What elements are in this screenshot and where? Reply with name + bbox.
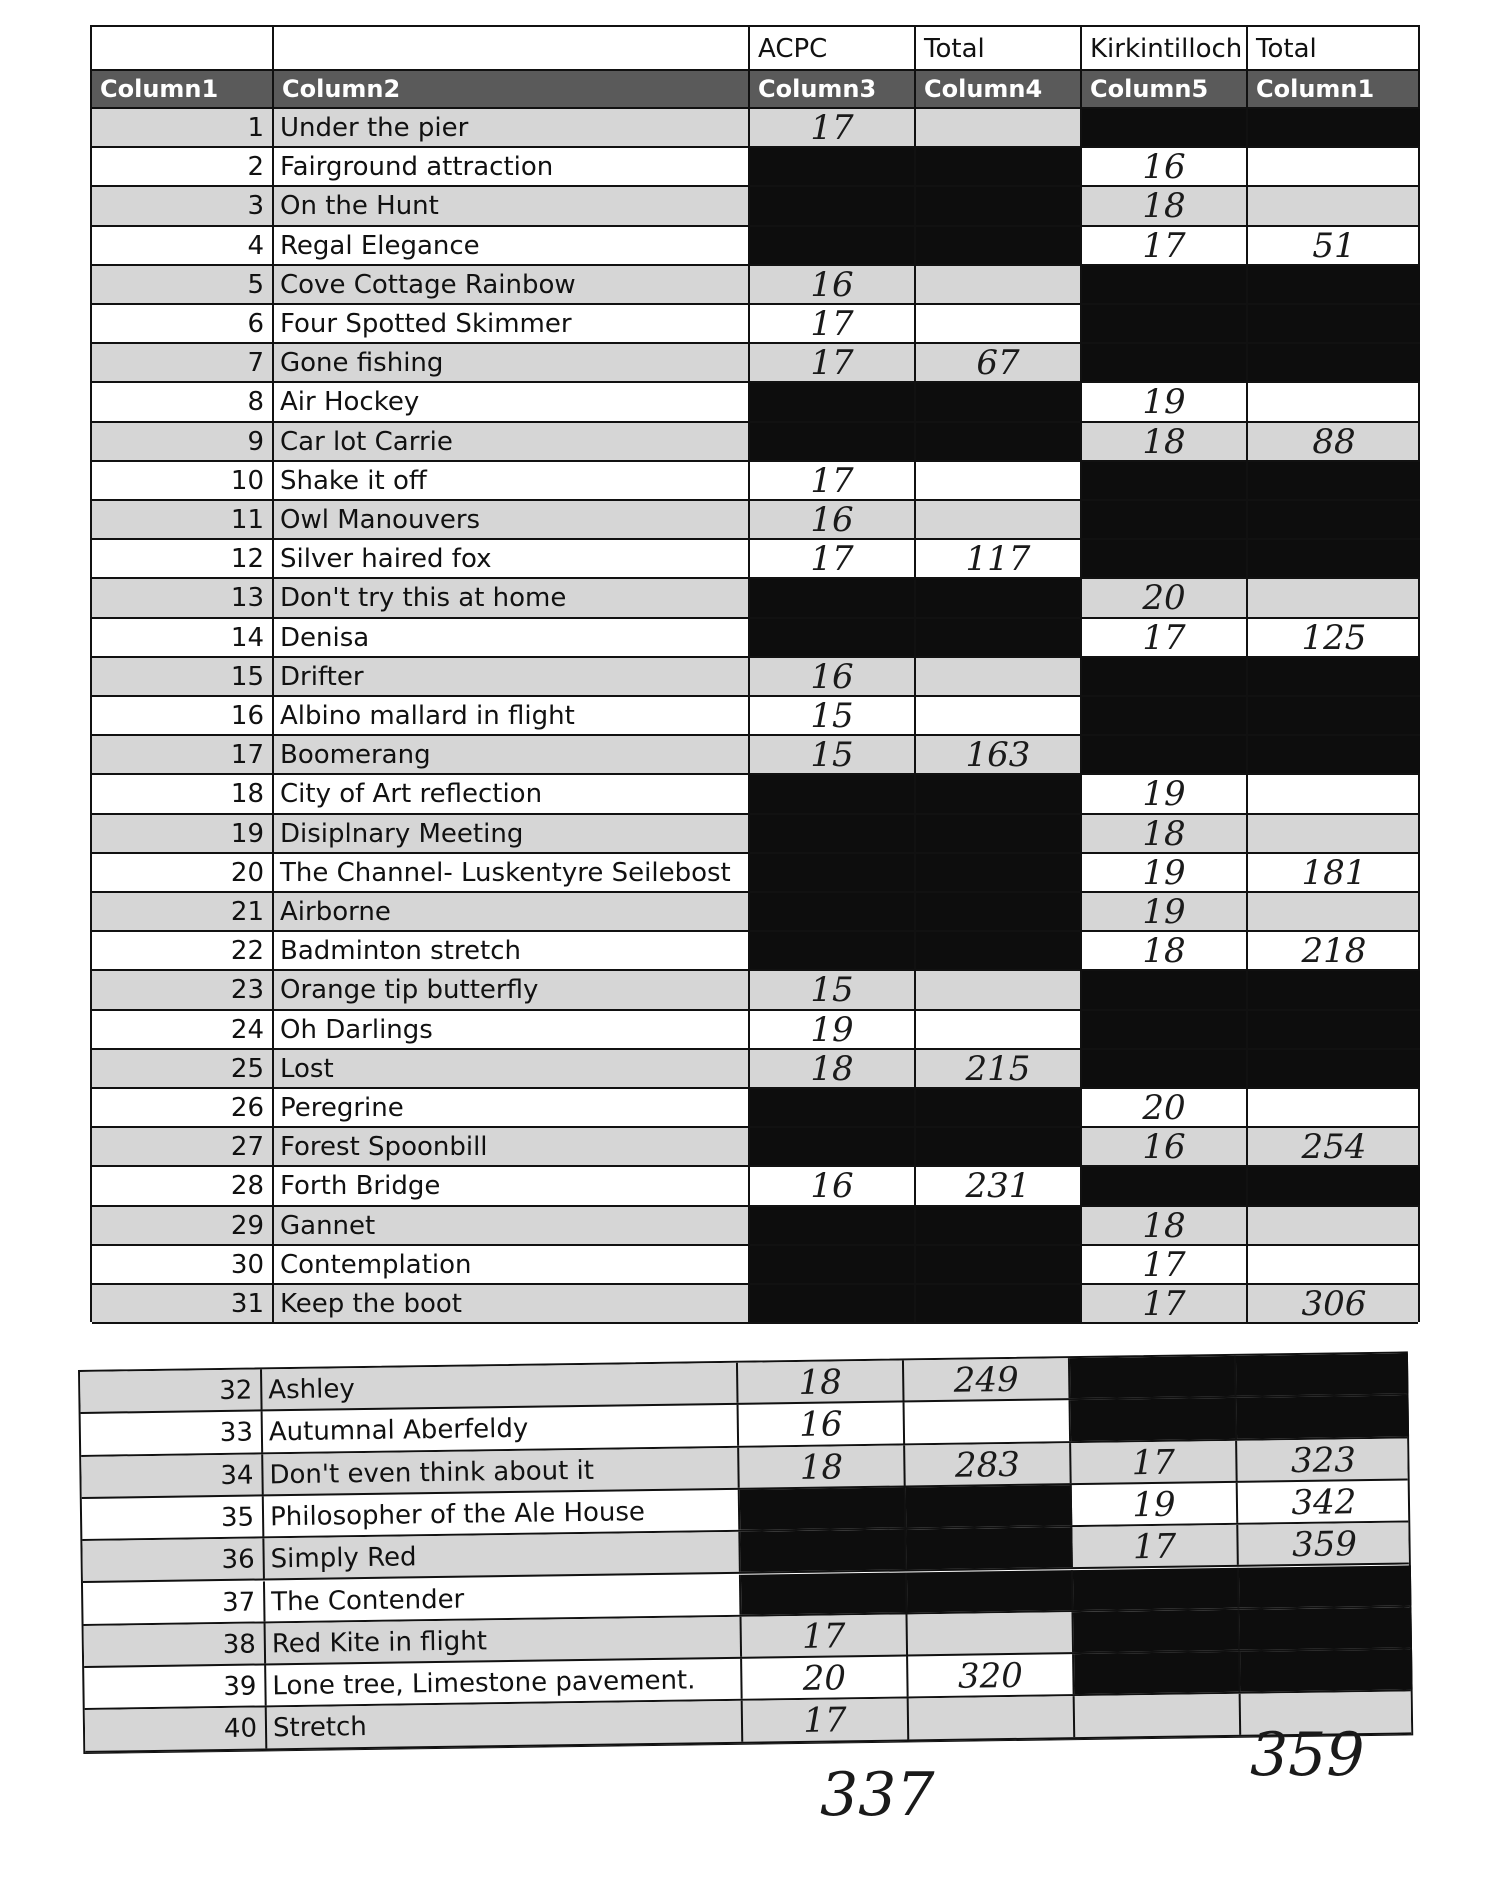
row-number: 10 <box>92 462 274 499</box>
scores-table-main <box>90 25 1420 1322</box>
acpc-running-total <box>916 697 1082 734</box>
kirkintilloch-score <box>1082 971 1248 1008</box>
table-row <box>92 109 1418 148</box>
table-row <box>92 227 1418 266</box>
photo-title: Orange tip butterfly <box>274 971 750 1008</box>
kirkintilloch-score: 19 <box>1072 1483 1239 1526</box>
row-number: 38 <box>84 1623 267 1666</box>
group-header-row <box>92 27 1418 71</box>
kirkintilloch-running-total <box>1248 540 1420 577</box>
kirkintilloch-running-total <box>1248 148 1420 185</box>
kirkintilloch-score: 19 <box>1082 383 1248 420</box>
row-number: 29 <box>92 1207 274 1244</box>
acpc-score <box>750 187 916 224</box>
photo-title: Keep the boot <box>274 1285 750 1322</box>
row-number: 15 <box>92 658 274 695</box>
kirkintilloch-score <box>1071 1398 1238 1441</box>
acpc-running-total <box>916 971 1082 1008</box>
row-number: 5 <box>92 266 274 303</box>
acpc-score: 15 <box>750 697 916 734</box>
header-blank-2 <box>274 27 750 69</box>
kirkintilloch-score <box>1073 1610 1240 1653</box>
acpc-score <box>750 1089 916 1126</box>
acpc-score <box>750 854 916 891</box>
photo-title: Boomerang <box>274 736 750 773</box>
kirkintilloch-score <box>1082 1011 1248 1048</box>
table-row <box>92 697 1418 736</box>
table-row <box>92 1050 1418 1089</box>
table-row <box>92 462 1418 501</box>
acpc-score <box>750 893 916 930</box>
photo-title: Owl Manouvers <box>274 501 750 538</box>
kirkintilloch-running-total: 306 <box>1301 1285 1367 1323</box>
acpc-score <box>750 932 916 969</box>
acpc-running-total <box>916 932 1082 969</box>
kirkintilloch-running-total <box>1248 109 1420 146</box>
row-number: 6 <box>92 305 274 342</box>
kirkintilloch-score: 17 <box>1072 1525 1239 1568</box>
table-row <box>92 383 1418 422</box>
kirkintilloch-score <box>1082 305 1248 342</box>
kirkintilloch-running-total: 342 <box>1291 1482 1357 1523</box>
kirkintilloch-running-total <box>1240 1649 1413 1692</box>
kirkintilloch-running-total <box>1248 1089 1420 1126</box>
kirkintilloch-running-total <box>1248 1167 1420 1204</box>
acpc-running-total <box>916 1207 1082 1244</box>
kirkintilloch-score <box>1082 1167 1248 1204</box>
photo-title: Stretch <box>267 1701 744 1748</box>
photo-title: Autumnal Aberfeldy <box>263 1405 740 1452</box>
kirkintilloch-score: 17 <box>1071 1440 1238 1483</box>
table-row <box>92 1089 1418 1128</box>
kirkintilloch-running-total <box>1248 1207 1420 1244</box>
acpc-running-total <box>916 187 1082 224</box>
kirkintilloch-running-total <box>1239 1607 1412 1650</box>
acpc-score <box>750 383 916 420</box>
row-number: 39 <box>84 1665 267 1708</box>
kirkintilloch-running-total <box>1248 266 1420 303</box>
acpc-score: 16 <box>750 658 916 695</box>
acpc-score <box>750 775 916 812</box>
acpc-score: 18 <box>739 1445 906 1488</box>
row-number: 9 <box>92 423 274 460</box>
kirkintilloch-score: 18 <box>1082 815 1248 852</box>
photo-title: On the Hunt <box>274 187 750 224</box>
acpc-score: 17 <box>742 1614 909 1657</box>
acpc-grand-total: 337 <box>820 1760 935 1830</box>
kirkintilloch-running-total <box>1248 462 1420 499</box>
kirkintilloch-score <box>1075 1694 1242 1737</box>
kirkintilloch-score <box>1074 1652 1241 1695</box>
photo-title: Lost <box>274 1050 750 1087</box>
header-blank-1 <box>92 27 274 69</box>
photo-title: Shake it off <box>274 462 750 499</box>
photo-title: Albino mallard in flight <box>274 697 750 734</box>
table-row <box>92 1128 1418 1167</box>
acpc-running-total <box>916 266 1082 303</box>
row-number: 14 <box>92 619 274 656</box>
table-row <box>92 932 1418 971</box>
table-row <box>92 266 1418 305</box>
group-label-kirkintilloch-total: Total <box>1256 34 1317 64</box>
table-row <box>92 893 1418 932</box>
kirkintilloch-score: 19 <box>1082 893 1248 930</box>
kirkintilloch-running-total <box>1248 971 1420 1008</box>
scores-table-continued <box>78 1351 1413 1754</box>
kirkintilloch-running-total <box>1248 1011 1420 1048</box>
row-number: 3 <box>92 187 274 224</box>
table-row <box>92 775 1418 814</box>
acpc-score: 15 <box>750 971 916 1008</box>
table-row <box>92 1246 1418 1285</box>
acpc-running-total <box>916 383 1082 420</box>
photo-title: Ashley <box>262 1363 739 1410</box>
kirkintilloch-score: 17 <box>1082 227 1248 264</box>
kirkintilloch-score: 18 <box>1082 423 1248 460</box>
table-row <box>92 736 1418 775</box>
photo-title: Regal Elegance <box>274 227 750 264</box>
acpc-running-total <box>907 1612 1074 1655</box>
photo-title: Air Hockey <box>274 383 750 420</box>
group-label-kirkintilloch: Kirkintilloch <box>1082 27 1248 69</box>
acpc-running-total: 320 <box>908 1654 1075 1697</box>
table-row <box>92 815 1418 854</box>
kirkintilloch-score <box>1082 109 1248 146</box>
acpc-score <box>750 579 916 616</box>
acpc-score: 17 <box>750 305 916 342</box>
photo-title: Disiplnary Meeting <box>274 815 750 852</box>
kirkintilloch-running-total <box>1248 697 1420 734</box>
kirkintilloch-running-total: 218 <box>1301 932 1367 970</box>
acpc-score: 20 <box>742 1657 909 1700</box>
row-number: 12 <box>92 540 274 577</box>
photo-title: Car lot Carrie <box>274 423 750 460</box>
acpc-score: 17 <box>743 1699 910 1742</box>
table-row <box>92 1167 1418 1206</box>
row-number: 30 <box>92 1246 274 1283</box>
acpc-score: 18 <box>750 1050 916 1087</box>
acpc-score: 16 <box>750 1167 916 1204</box>
photo-title: Contemplation <box>274 1246 750 1283</box>
acpc-running-total <box>916 1011 1082 1048</box>
row-number: 7 <box>92 344 274 381</box>
kirkintilloch-running-total <box>1248 305 1420 342</box>
acpc-running-total <box>916 227 1082 264</box>
acpc-running-total <box>909 1697 1076 1740</box>
kirkintilloch-running-total: 51 <box>1312 226 1356 264</box>
row-number: 27 <box>92 1128 274 1165</box>
acpc-score <box>740 1530 907 1573</box>
column-header-4: Column4 <box>916 71 1082 107</box>
acpc-score <box>750 1246 916 1283</box>
acpc-running-total <box>916 1089 1082 1126</box>
acpc-running-total <box>916 854 1082 891</box>
row-number: 32 <box>80 1369 263 1412</box>
kirkintilloch-score: 20 <box>1082 1089 1248 1126</box>
acpc-running-total <box>916 815 1082 852</box>
kirkintilloch-running-total: 359 <box>1291 1524 1358 1566</box>
table-row <box>92 1207 1418 1246</box>
kirkintilloch-running-total <box>1248 1246 1420 1283</box>
photo-title: Don't try this at home <box>274 579 750 616</box>
row-number: 22 <box>92 932 274 969</box>
row-number: 24 <box>92 1011 274 1048</box>
acpc-score <box>741 1572 908 1615</box>
row-number: 18 <box>92 775 274 812</box>
kirkintilloch-running-total <box>1248 775 1420 812</box>
table-row <box>92 423 1418 462</box>
kirkintilloch-score: 17 <box>1082 619 1248 656</box>
kirkintilloch-running-total <box>1248 383 1420 420</box>
acpc-running-total <box>905 1400 1072 1443</box>
acpc-score <box>750 1128 916 1165</box>
kirkintilloch-running-total <box>1248 736 1420 773</box>
kirkintilloch-score: 16 <box>1082 148 1248 185</box>
row-number: 37 <box>83 1581 266 1624</box>
photo-title: Gone fishing <box>274 344 750 381</box>
kirkintilloch-score: 20 <box>1082 579 1248 616</box>
kirkintilloch-running-total: 254 <box>1301 1128 1367 1166</box>
kirkintilloch-score: 17 <box>1082 1246 1248 1283</box>
acpc-running-total <box>916 1285 1082 1322</box>
photo-title: Fairground attraction <box>274 148 750 185</box>
kirkintilloch-score: 18 <box>1082 932 1248 969</box>
kirkintilloch-score <box>1073 1567 1240 1610</box>
row-number: 40 <box>85 1708 268 1751</box>
kirkintilloch-running-total <box>1237 1396 1410 1439</box>
acpc-running-total <box>916 1246 1082 1283</box>
photo-title: Gannet <box>274 1207 750 1244</box>
acpc-score: 17 <box>750 462 916 499</box>
acpc-running-total <box>916 148 1082 185</box>
group-label-acpc: ACPC <box>750 27 916 69</box>
row-number: 11 <box>92 501 274 538</box>
kirkintilloch-score: 17 <box>1082 1285 1248 1322</box>
photo-title: Silver haired fox <box>274 540 750 577</box>
acpc-running-total: 231 <box>916 1167 1082 1204</box>
row-number: 8 <box>92 383 274 420</box>
photo-title: The Channel- Luskentyre Seilebost <box>274 854 750 891</box>
acpc-score <box>750 1285 916 1322</box>
table-row <box>92 579 1418 618</box>
acpc-score <box>750 619 916 656</box>
photo-title: Oh Darlings <box>274 1011 750 1048</box>
acpc-score: 18 <box>738 1360 905 1403</box>
row-number: 1 <box>92 109 274 146</box>
acpc-running-total <box>916 305 1082 342</box>
table-row <box>92 540 1418 579</box>
table-row <box>92 305 1418 344</box>
kirkintilloch-grand-total: 359 <box>1250 1720 1365 1790</box>
row-number: 20 <box>92 854 274 891</box>
kirkintilloch-running-total <box>1248 658 1420 695</box>
photo-title: Don't even think about it <box>263 1447 740 1494</box>
acpc-score: 17 <box>750 109 916 146</box>
group-label-acpc-total: Total <box>916 27 1082 69</box>
kirkintilloch-running-total: 181 <box>1301 853 1367 891</box>
acpc-running-total <box>916 462 1082 499</box>
table-row <box>92 148 1418 187</box>
column-header-5: Column5 <box>1082 71 1248 107</box>
acpc-running-total <box>906 1485 1073 1528</box>
kirkintilloch-score <box>1082 697 1248 734</box>
photo-title: City of Art reflection <box>274 775 750 812</box>
table-row <box>92 1285 1418 1324</box>
acpc-running-total <box>916 893 1082 930</box>
row-number: 35 <box>82 1496 265 1539</box>
acpc-running-total <box>907 1570 1074 1613</box>
acpc-running-total: 117 <box>916 540 1082 577</box>
table-row <box>92 658 1418 697</box>
acpc-running-total <box>916 619 1082 656</box>
kirkintilloch-running-total <box>1248 1050 1420 1087</box>
kirkintilloch-score: 19 <box>1082 854 1248 891</box>
row-number: 31 <box>92 1285 274 1322</box>
photo-title: Forest Spoonbill <box>274 1128 750 1165</box>
kirkintilloch-score: 16 <box>1082 1128 1248 1165</box>
kirkintilloch-score <box>1082 266 1248 303</box>
row-number: 34 <box>81 1454 264 1497</box>
acpc-score <box>750 423 916 460</box>
row-number: 33 <box>81 1412 264 1455</box>
acpc-running-total: 249 <box>904 1358 1071 1401</box>
acpc-running-total: 163 <box>916 736 1082 773</box>
acpc-score <box>750 148 916 185</box>
photo-title: Denisa <box>274 619 750 656</box>
kirkintilloch-running-total <box>1239 1565 1412 1608</box>
kirkintilloch-running-total <box>1248 344 1420 381</box>
row-number: 16 <box>92 697 274 734</box>
column-header-3: Column3 <box>750 71 916 107</box>
column-header-6: Column1 <box>1256 75 1375 103</box>
kirkintilloch-score <box>1082 658 1248 695</box>
acpc-score <box>750 1207 916 1244</box>
photo-title: Badminton stretch <box>274 932 750 969</box>
table-row <box>92 619 1418 658</box>
kirkintilloch-score: 18 <box>1082 187 1248 224</box>
acpc-score: 16 <box>750 501 916 538</box>
photo-title: Simply Red <box>264 1532 741 1579</box>
table-row <box>92 501 1418 540</box>
photo-title: Cove Cottage Rainbow <box>274 266 750 303</box>
kirkintilloch-running-total <box>1248 187 1420 224</box>
acpc-running-total: 215 <box>916 1050 1082 1087</box>
acpc-running-total <box>916 658 1082 695</box>
acpc-running-total <box>916 423 1082 460</box>
table-row <box>92 1011 1418 1050</box>
photo-title: Under the pier <box>274 109 750 146</box>
acpc-score: 17 <box>750 344 916 381</box>
row-number: 26 <box>92 1089 274 1126</box>
acpc-running-total: 67 <box>916 344 1082 381</box>
photo-title: Red Kite in flight <box>266 1617 743 1664</box>
photo-title: Airborne <box>274 893 750 930</box>
acpc-score: 17 <box>750 540 916 577</box>
acpc-running-total <box>916 579 1082 616</box>
column-header-row <box>92 71 1418 109</box>
kirkintilloch-score: 18 <box>1082 1207 1248 1244</box>
acpc-running-total <box>916 501 1082 538</box>
row-number: 13 <box>92 579 274 616</box>
row-number: 17 <box>92 736 274 773</box>
photo-title: Philosopher of the Ale House <box>264 1490 741 1537</box>
acpc-running-total: 283 <box>905 1443 1072 1486</box>
kirkintilloch-score <box>1082 736 1248 773</box>
acpc-score <box>750 227 916 264</box>
table-row <box>92 187 1418 226</box>
kirkintilloch-running-total <box>1248 815 1420 852</box>
acpc-score <box>740 1487 907 1530</box>
table-row <box>92 971 1418 1010</box>
kirkintilloch-running-total: 88 <box>1312 422 1356 460</box>
column-header-1: Column1 <box>92 71 274 107</box>
acpc-running-total <box>906 1527 1073 1570</box>
acpc-score <box>750 815 916 852</box>
kirkintilloch-running-total <box>1248 501 1420 538</box>
row-number: 19 <box>92 815 274 852</box>
acpc-running-total <box>916 109 1082 146</box>
column-header-2: Column2 <box>274 71 750 107</box>
acpc-score: 16 <box>739 1403 906 1446</box>
table-row <box>92 854 1418 893</box>
row-number: 36 <box>82 1539 265 1582</box>
photo-title: The Contender <box>265 1574 742 1621</box>
kirkintilloch-score <box>1070 1356 1237 1399</box>
kirkintilloch-running-total <box>1248 893 1420 930</box>
kirkintilloch-score <box>1082 540 1248 577</box>
row-number: 25 <box>92 1050 274 1087</box>
photo-title: Drifter <box>274 658 750 695</box>
kirkintilloch-running-total <box>1248 579 1420 616</box>
kirkintilloch-score <box>1082 1050 1248 1087</box>
kirkintilloch-running-total <box>1236 1353 1409 1396</box>
row-number: 4 <box>92 227 274 264</box>
acpc-score: 15 <box>750 736 916 773</box>
kirkintilloch-running-total: 125 <box>1301 618 1367 656</box>
row-number: 21 <box>92 893 274 930</box>
row-number: 28 <box>92 1167 274 1204</box>
photo-title: Four Spotted Skimmer <box>274 305 750 342</box>
acpc-running-total <box>916 1128 1082 1165</box>
kirkintilloch-score <box>1082 501 1248 538</box>
kirkintilloch-score <box>1082 462 1248 499</box>
kirkintilloch-score: 19 <box>1082 775 1248 812</box>
kirkintilloch-score <box>1082 344 1248 381</box>
acpc-score: 16 <box>750 266 916 303</box>
photo-title: Lone tree, Limestone pavement. <box>266 1659 743 1706</box>
acpc-running-total <box>916 775 1082 812</box>
kirkintilloch-running-total: 323 <box>1290 1439 1357 1481</box>
row-number: 23 <box>92 971 274 1008</box>
row-number: 2 <box>92 148 274 185</box>
table-row <box>92 344 1418 383</box>
photo-title: Forth Bridge <box>274 1167 750 1204</box>
acpc-score: 19 <box>750 1011 916 1048</box>
photo-title: Peregrine <box>274 1089 750 1126</box>
